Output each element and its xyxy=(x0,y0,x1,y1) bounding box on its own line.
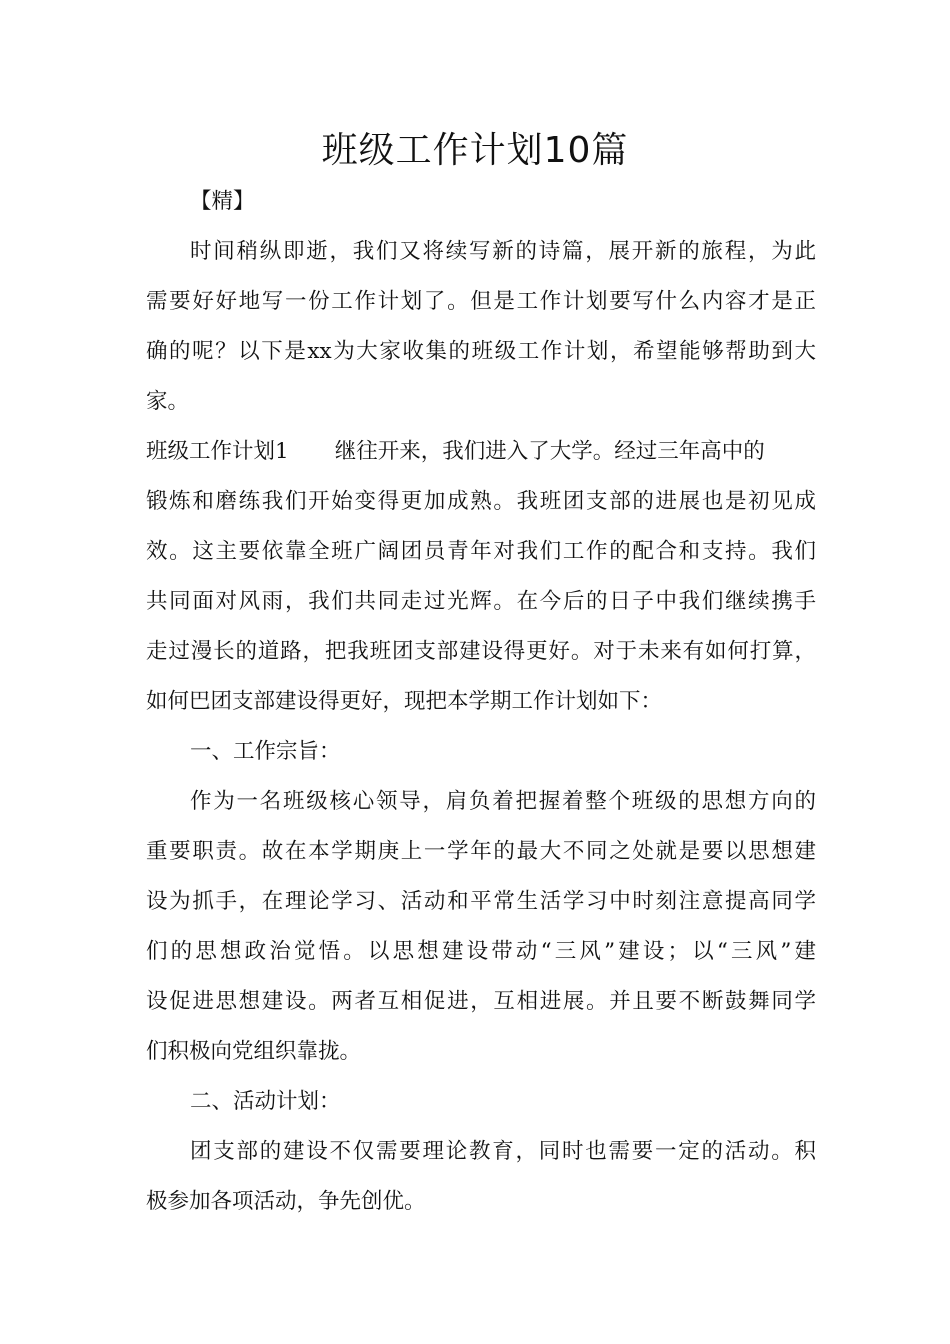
intro-line-2: 需要好好地写一份工作计划了。但是工作计划要写什么内容才是正 xyxy=(146,289,816,314)
plan1-line-4: 共同面对风雨，我们共同走过光辉。在今后的日子中我们继续携手 xyxy=(146,589,816,614)
section1-line-2: 重要职责。故在本学期庚上一学年的最大不同之处就是要以思想建 xyxy=(146,839,816,864)
section1-line-6: 们积极向党组织靠拢。 xyxy=(146,1039,362,1064)
section2-line-1: 团支部的建设不仅需要理论教育，同时也需要一定的活动。积 xyxy=(190,1139,816,1164)
plan1-line-2: 锻炼和磨练我们开始变得更加成熟。我班团支部的进展也是初见成 xyxy=(146,489,816,514)
section1-line-4: 们的思想政治觉悟。以思想建设带动“三风”建设；以“三风”建 xyxy=(146,939,816,964)
document-tag: 【精】 xyxy=(190,189,255,214)
section1-line-5: 设促进思想建设。两者互相促进，互相进展。并且要不断鼓舞同学 xyxy=(146,989,816,1014)
plan1-first-text: 继往开来，我们进入了大学。经过三年高中的 xyxy=(334,439,765,464)
heading-work-purpose: 一、工作宗旨： xyxy=(190,739,341,764)
plan1-first-line xyxy=(146,436,816,468)
plan1-line-6: 如何巴团支部建设得更好，现把本学期工作计划如下： xyxy=(146,689,663,714)
plan1-label: 班级工作计划1 xyxy=(146,439,289,464)
heading-activity-plan: 二、活动计划： xyxy=(190,1089,341,1114)
intro-line-1: 时间稍纵即逝，我们又将续写新的诗篇，展开新的旅程，为此 xyxy=(190,239,816,264)
intro-line-3: 确的呢？以下是xx为大家收集的班级工作计划，希望能够帮助到大 xyxy=(146,339,816,364)
plan1-line-5: 走过漫长的道路，把我班团支部建设得更好。对于未来有如何打算， xyxy=(146,639,816,664)
intro-line-4: 家。 xyxy=(146,389,190,414)
section1-line-1: 作为一名班级核心领导，肩负着把握着整个班级的思想方向的 xyxy=(190,789,816,814)
plan1-line-3: 效。这主要依靠全班广阔团员青年对我们工作的配合和支持。我们 xyxy=(146,539,816,564)
section2-line-2: 极参加各项活动，争先创优。 xyxy=(146,1189,426,1214)
document-title: 班级工作计划10篇 xyxy=(321,130,629,171)
section1-line-3: 设为抓手，在理论学习、活动和平常生活学习中时刻注意提高同学 xyxy=(146,889,816,914)
